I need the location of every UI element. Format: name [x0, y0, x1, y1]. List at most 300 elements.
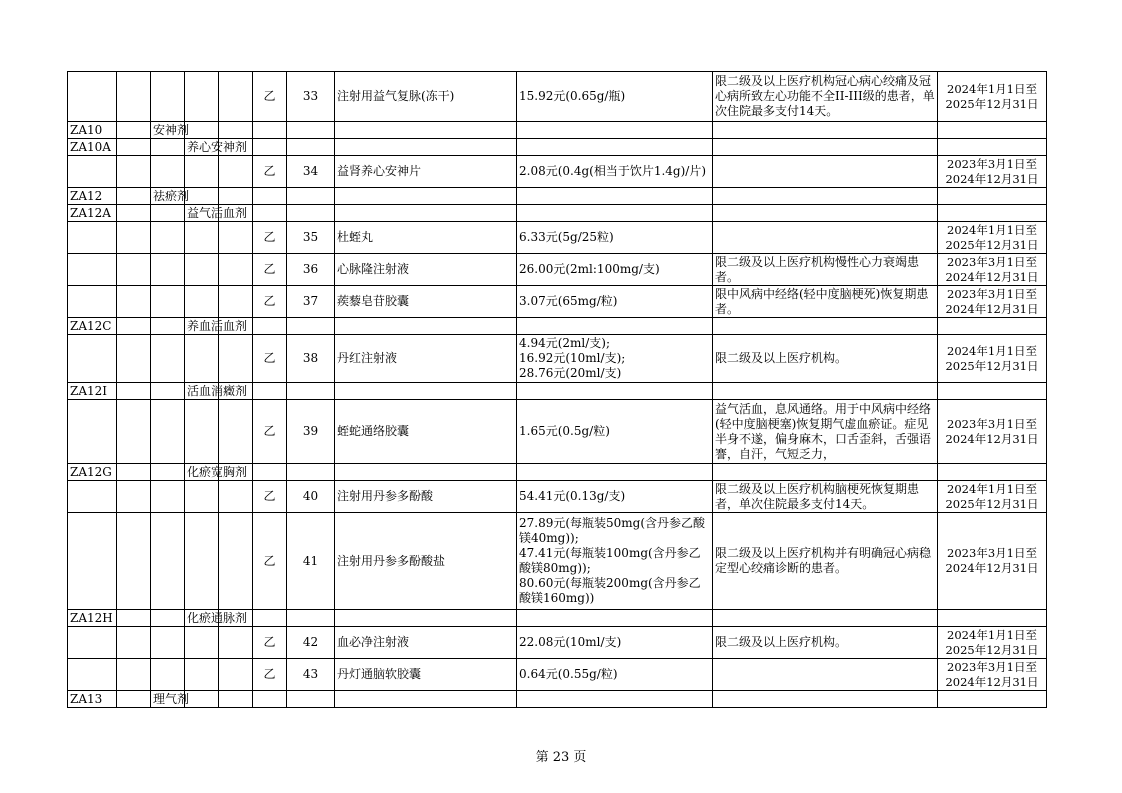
drug-name-cell — [335, 513, 517, 610]
empty-cell — [117, 383, 151, 400]
empty-cell — [151, 659, 185, 691]
empty-cell — [117, 222, 151, 254]
drug-grade: 乙 — [263, 262, 276, 276]
date-cell — [938, 286, 1047, 318]
drug-grade: 乙 — [263, 635, 276, 649]
empty-cell — [287, 691, 335, 708]
empty-cell — [117, 691, 151, 708]
empty-cell — [219, 691, 253, 708]
date-line: 2025年12月31日 — [945, 642, 1039, 657]
empty-cell — [219, 659, 253, 691]
empty-cell — [219, 156, 253, 188]
date-line: 2024年1月1日至 — [947, 627, 1037, 642]
empty-cell — [219, 286, 253, 318]
price-line: 26.00元(2ml:100mg/支) — [519, 262, 660, 276]
price-line: 80.60元(每瓶装200mg(含丹参乙酸镁160mg)) — [519, 576, 701, 605]
empty-cell — [185, 627, 219, 659]
category-code-cell — [68, 139, 117, 156]
date-line: 2023年3月1日至 — [947, 286, 1037, 301]
empty-cell — [938, 205, 1047, 222]
price-line: 2.08元(0.4g(相当于饮片1.4g)/片) — [519, 164, 707, 178]
empty-cell — [68, 627, 117, 659]
grade-cell — [253, 481, 287, 513]
category-row — [68, 383, 1047, 400]
empty-cell — [253, 205, 287, 222]
empty-cell — [287, 205, 335, 222]
empty-cell — [68, 156, 117, 188]
category-name-cell — [185, 383, 248, 400]
empty-cell — [219, 222, 253, 254]
price-line: 16.92元(10ml/支); — [519, 351, 626, 365]
drug-number: 33 — [302, 89, 319, 103]
note-cell — [713, 72, 938, 122]
drug-number: 37 — [302, 294, 319, 308]
drug-name: 注射用丹参多酚酸 — [337, 489, 434, 503]
drug-grade: 乙 — [263, 667, 276, 681]
empty-cell — [219, 627, 253, 659]
drug-note: 限中风病中经络(轻中度脑梗死)恢复期患者。 — [715, 286, 929, 316]
number-cell — [287, 335, 335, 383]
date-cell — [938, 513, 1047, 610]
note-cell — [713, 513, 938, 610]
price-cell — [517, 335, 713, 383]
date-cell — [938, 481, 1047, 513]
grade-cell — [253, 335, 287, 383]
date-cell — [938, 627, 1047, 659]
empty-cell — [151, 254, 185, 286]
date-line: 2024年1月1日至 — [947, 481, 1037, 496]
price-line: 3.07元(65mg/粒) — [519, 294, 618, 308]
number-cell — [287, 513, 335, 610]
empty-cell — [151, 139, 185, 156]
drug-name-cell — [335, 286, 517, 318]
price-cell — [517, 72, 713, 122]
drug-note: 益气活血，息风通络。用于中风病中经络(轻中度脑梗塞)恢复期气虚血瘀证。症见半身不遂，偏身麻木，口舌歪斜，舌强语謇，自汗，气短乏力， — [715, 401, 932, 461]
empty-cell — [219, 400, 253, 464]
grade-cell — [253, 156, 287, 188]
date-cell — [938, 335, 1047, 383]
empty-cell — [287, 318, 335, 335]
empty-cell — [151, 318, 185, 335]
price-cell — [517, 400, 713, 464]
category-code: ZA10 — [70, 122, 103, 137]
empty-cell — [117, 659, 151, 691]
category-name-cell — [151, 691, 190, 708]
empty-cell — [185, 156, 219, 188]
empty-cell — [335, 188, 517, 205]
grade-cell — [253, 222, 287, 254]
date-line: 2025年12月31日 — [945, 496, 1039, 511]
note-cell — [713, 156, 938, 188]
number-cell — [287, 627, 335, 659]
empty-cell — [185, 254, 219, 286]
date-cell — [938, 72, 1047, 122]
category-code-cell — [68, 610, 117, 627]
empty-cell — [335, 691, 517, 708]
category-name: 益气活血剂 — [187, 205, 248, 220]
empty-cell — [219, 335, 253, 383]
empty-cell — [713, 205, 938, 222]
empty-cell — [185, 400, 219, 464]
empty-cell — [938, 122, 1047, 139]
date-line: 2024年1月1日至 — [947, 222, 1037, 237]
drug-row — [68, 222, 1047, 254]
price-line: 22.08元(10ml/支) — [519, 635, 622, 649]
empty-cell — [219, 188, 253, 205]
date-cell — [938, 222, 1047, 254]
date-line: 2024年12月31日 — [945, 431, 1039, 446]
empty-cell — [117, 464, 151, 481]
empty-cell — [219, 72, 253, 122]
category-name: 安神剂 — [153, 122, 190, 137]
category-code-cell — [68, 464, 117, 481]
drug-name: 丹灯通脑软胶囊 — [337, 667, 422, 681]
empty-cell — [68, 72, 117, 122]
empty-cell — [517, 610, 713, 627]
empty-cell — [185, 222, 219, 254]
drug-grade: 乙 — [263, 164, 276, 178]
empty-cell — [517, 139, 713, 156]
empty-cell — [68, 513, 117, 610]
empty-cell — [185, 72, 219, 122]
empty-cell — [253, 139, 287, 156]
empty-cell — [117, 188, 151, 205]
note-cell — [713, 254, 938, 286]
number-cell — [287, 156, 335, 188]
category-code-cell — [68, 188, 117, 205]
category-row — [68, 205, 1047, 222]
empty-cell — [517, 464, 713, 481]
drug-note: 限二级及以上医疗机构。 — [715, 351, 848, 365]
drug-number: 40 — [302, 489, 319, 503]
date-cell — [938, 659, 1047, 691]
category-code: ZA12 — [70, 188, 103, 203]
drug-grade: 乙 — [263, 230, 276, 244]
empty-cell — [335, 205, 517, 222]
empty-cell — [335, 383, 517, 400]
category-name-cell — [185, 318, 248, 335]
category-name: 养心安神剂 — [187, 139, 248, 154]
empty-cell — [219, 122, 253, 139]
empty-cell — [287, 139, 335, 156]
empty-cell — [517, 188, 713, 205]
empty-cell — [253, 383, 287, 400]
empty-cell — [117, 627, 151, 659]
empty-cell — [185, 335, 219, 383]
date-line: 2025年12月31日 — [945, 237, 1039, 252]
number-cell — [287, 400, 335, 464]
drug-name: 蛭蛇通络胶囊 — [337, 424, 410, 438]
empty-cell — [151, 72, 185, 122]
category-row — [68, 610, 1047, 627]
number-cell — [287, 72, 335, 122]
drug-row — [68, 659, 1047, 691]
empty-cell — [287, 122, 335, 139]
category-code-cell — [68, 691, 117, 708]
empty-cell — [151, 286, 185, 318]
empty-cell — [287, 610, 335, 627]
drug-grade: 乙 — [263, 424, 276, 438]
category-name-cell — [185, 464, 248, 481]
category-name: 化瘀通脉剂 — [187, 610, 248, 625]
category-row — [68, 464, 1047, 481]
empty-cell — [713, 139, 938, 156]
empty-cell — [219, 513, 253, 610]
table-body — [68, 72, 1047, 708]
drug-grade: 乙 — [263, 351, 276, 365]
category-code-cell — [68, 205, 117, 222]
drug-row — [68, 286, 1047, 318]
category-name-cell — [185, 139, 248, 156]
page-number: 第 23 页 — [535, 750, 587, 765]
empty-cell — [517, 691, 713, 708]
drug-number: 43 — [302, 667, 319, 681]
price-cell — [517, 156, 713, 188]
empty-cell — [151, 383, 185, 400]
drug-name: 血必净注射液 — [337, 635, 410, 649]
empty-cell — [713, 610, 938, 627]
drug-name-cell — [335, 335, 517, 383]
empty-cell — [253, 188, 287, 205]
drug-name-cell — [335, 254, 517, 286]
empty-cell — [117, 513, 151, 610]
date-cell — [938, 400, 1047, 464]
category-name-cell — [151, 122, 190, 139]
empty-cell — [185, 286, 219, 318]
price-line: 15.92元(0.65g/瓶) — [519, 89, 626, 103]
note-cell — [713, 286, 938, 318]
date-cell — [938, 156, 1047, 188]
empty-cell — [938, 318, 1047, 335]
empty-cell — [185, 481, 219, 513]
note-cell — [713, 659, 938, 691]
drug-name-cell — [335, 222, 517, 254]
empty-cell — [151, 481, 185, 513]
drug-number: 42 — [302, 635, 319, 649]
date-line: 2023年3月1日至 — [947, 254, 1037, 269]
empty-cell — [517, 383, 713, 400]
empty-cell — [938, 691, 1047, 708]
date-line: 2024年12月31日 — [945, 674, 1039, 689]
empty-cell — [151, 222, 185, 254]
drug-name: 丹红注射液 — [337, 351, 398, 365]
drug-name-cell — [335, 627, 517, 659]
date-line: 2023年3月1日至 — [947, 416, 1037, 431]
number-cell — [287, 286, 335, 318]
drug-number: 35 — [302, 230, 319, 244]
empty-cell — [713, 122, 938, 139]
note-cell — [713, 400, 938, 464]
drug-number: 39 — [302, 424, 319, 438]
category-name: 活血消癥剂 — [187, 383, 248, 398]
category-code: ZA12A — [70, 205, 111, 220]
category-row — [68, 691, 1047, 708]
drug-name: 注射用益气复脉(冻干) — [337, 89, 455, 103]
drug-name-cell — [335, 156, 517, 188]
grade-cell — [253, 659, 287, 691]
empty-cell — [68, 481, 117, 513]
number-cell — [287, 254, 335, 286]
drug-name-cell — [335, 659, 517, 691]
empty-cell — [117, 72, 151, 122]
drug-catalog-table — [67, 71, 1047, 708]
empty-cell — [117, 400, 151, 464]
price-cell — [517, 481, 713, 513]
empty-cell — [151, 156, 185, 188]
grade-cell — [253, 513, 287, 610]
date-line: 2024年12月31日 — [945, 301, 1039, 316]
category-name-cell — [185, 205, 248, 222]
drug-note: 限二级及以上医疗机构慢性心力衰竭患者。 — [715, 254, 920, 284]
drug-grade: 乙 — [263, 294, 276, 308]
drug-note: 限二级及以上医疗机构并有明确冠心病稳定型心绞痛诊断的患者。 — [715, 546, 932, 575]
price-cell — [517, 254, 713, 286]
date-line: 2024年1月1日至 — [947, 343, 1037, 358]
drug-name: 杜蛭丸 — [337, 230, 374, 244]
drug-number: 38 — [302, 351, 319, 365]
empty-cell — [117, 335, 151, 383]
empty-cell — [335, 318, 517, 335]
category-code-cell — [68, 318, 117, 335]
empty-cell — [517, 318, 713, 335]
date-line: 2024年12月31日 — [945, 269, 1039, 284]
drug-number: 36 — [302, 262, 319, 276]
empty-cell — [335, 464, 517, 481]
price-cell — [517, 286, 713, 318]
drug-name: 心脉隆注射液 — [337, 262, 410, 276]
drug-row — [68, 481, 1047, 513]
price-cell — [517, 659, 713, 691]
price-cell — [517, 513, 713, 610]
category-code: ZA13 — [70, 691, 103, 706]
drug-note: 限二级及以上医疗机构脑梗死恢复期患者，单次住院最多支付14天。 — [715, 481, 920, 511]
category-name: 养血活血剂 — [187, 318, 248, 333]
drug-row — [68, 513, 1047, 610]
empty-cell — [68, 335, 117, 383]
empty-cell — [151, 400, 185, 464]
drug-number: 34 — [302, 164, 319, 178]
date-line: 2023年3月1日至 — [947, 156, 1037, 171]
empty-cell — [253, 610, 287, 627]
category-name-cell — [151, 188, 190, 205]
empty-cell — [151, 627, 185, 659]
drug-row — [68, 400, 1047, 464]
grade-cell — [253, 254, 287, 286]
empty-cell — [117, 156, 151, 188]
empty-cell — [117, 139, 151, 156]
price-line: 4.94元(2ml/支); — [519, 336, 611, 350]
empty-cell — [185, 691, 219, 708]
drug-name-cell — [335, 481, 517, 513]
drug-number: 41 — [302, 553, 319, 568]
empty-cell — [287, 188, 335, 205]
note-cell — [713, 481, 938, 513]
empty-cell — [335, 139, 517, 156]
empty-cell — [117, 205, 151, 222]
drug-row — [68, 627, 1047, 659]
empty-cell — [68, 659, 117, 691]
empty-cell — [151, 205, 185, 222]
date-line: 2023年3月1日至 — [947, 659, 1037, 674]
note-cell — [713, 627, 938, 659]
empty-cell — [68, 254, 117, 286]
empty-cell — [517, 122, 713, 139]
price-line: 54.41元(0.13g/支) — [519, 489, 626, 503]
date-cell — [938, 254, 1047, 286]
drug-grade: 乙 — [263, 89, 276, 103]
empty-cell — [151, 513, 185, 610]
drug-name-cell — [335, 400, 517, 464]
empty-cell — [185, 188, 219, 205]
drug-name-cell — [335, 72, 517, 122]
drug-name: 注射用丹参多酚酸盐 — [337, 553, 446, 568]
empty-cell — [117, 122, 151, 139]
date-line: 2024年12月31日 — [945, 561, 1039, 575]
date-line: 2024年1月1日至 — [947, 81, 1037, 96]
category-name-cell — [185, 610, 248, 627]
empty-cell — [938, 610, 1047, 627]
empty-cell — [253, 464, 287, 481]
empty-cell — [253, 691, 287, 708]
price-cell — [517, 627, 713, 659]
price-line: 27.89元(每瓶装50mg(含丹参乙酸镁40mg)); — [519, 516, 706, 545]
note-cell — [713, 335, 938, 383]
drug-row — [68, 254, 1047, 286]
category-name: 化瘀宽胸剂 — [187, 464, 248, 479]
empty-cell — [68, 222, 117, 254]
empty-cell — [185, 122, 219, 139]
empty-cell — [253, 122, 287, 139]
grade-cell — [253, 627, 287, 659]
drug-row — [68, 156, 1047, 188]
empty-cell — [151, 610, 185, 627]
date-line: 2025年12月31日 — [945, 96, 1039, 111]
grade-cell — [253, 72, 287, 122]
empty-cell — [117, 610, 151, 627]
category-row — [68, 122, 1047, 139]
category-code: ZA12H — [70, 610, 113, 625]
empty-cell — [117, 318, 151, 335]
empty-cell — [713, 464, 938, 481]
empty-cell — [713, 318, 938, 335]
grade-cell — [253, 286, 287, 318]
empty-cell — [335, 122, 517, 139]
price-line: 47.41元(每瓶装100mg(含丹参乙酸镁80mg)); — [519, 546, 701, 575]
empty-cell — [117, 286, 151, 318]
drug-note: 限二级及以上医疗机构冠心病心绞痛及冠心病所致左心功能不全II-III级的患者，单次住院最多支付14天。 — [715, 74, 935, 118]
empty-cell — [185, 659, 219, 691]
date-line: 2025年12月31日 — [945, 358, 1039, 373]
category-code: ZA12G — [70, 464, 112, 479]
empty-cell — [938, 383, 1047, 400]
empty-cell — [938, 139, 1047, 156]
category-code: ZA12C — [70, 318, 112, 333]
date-line: 2024年12月31日 — [945, 171, 1039, 186]
category-row — [68, 188, 1047, 205]
category-name: 祛瘀剂 — [153, 188, 190, 203]
empty-cell — [219, 254, 253, 286]
empty-cell — [151, 335, 185, 383]
empty-cell — [287, 464, 335, 481]
empty-cell — [219, 481, 253, 513]
number-cell — [287, 659, 335, 691]
drug-note: 限二级及以上医疗机构。 — [715, 635, 848, 649]
empty-cell — [517, 205, 713, 222]
drug-row — [68, 72, 1047, 122]
empty-cell — [151, 464, 185, 481]
empty-cell — [185, 513, 219, 610]
empty-cell — [713, 383, 938, 400]
